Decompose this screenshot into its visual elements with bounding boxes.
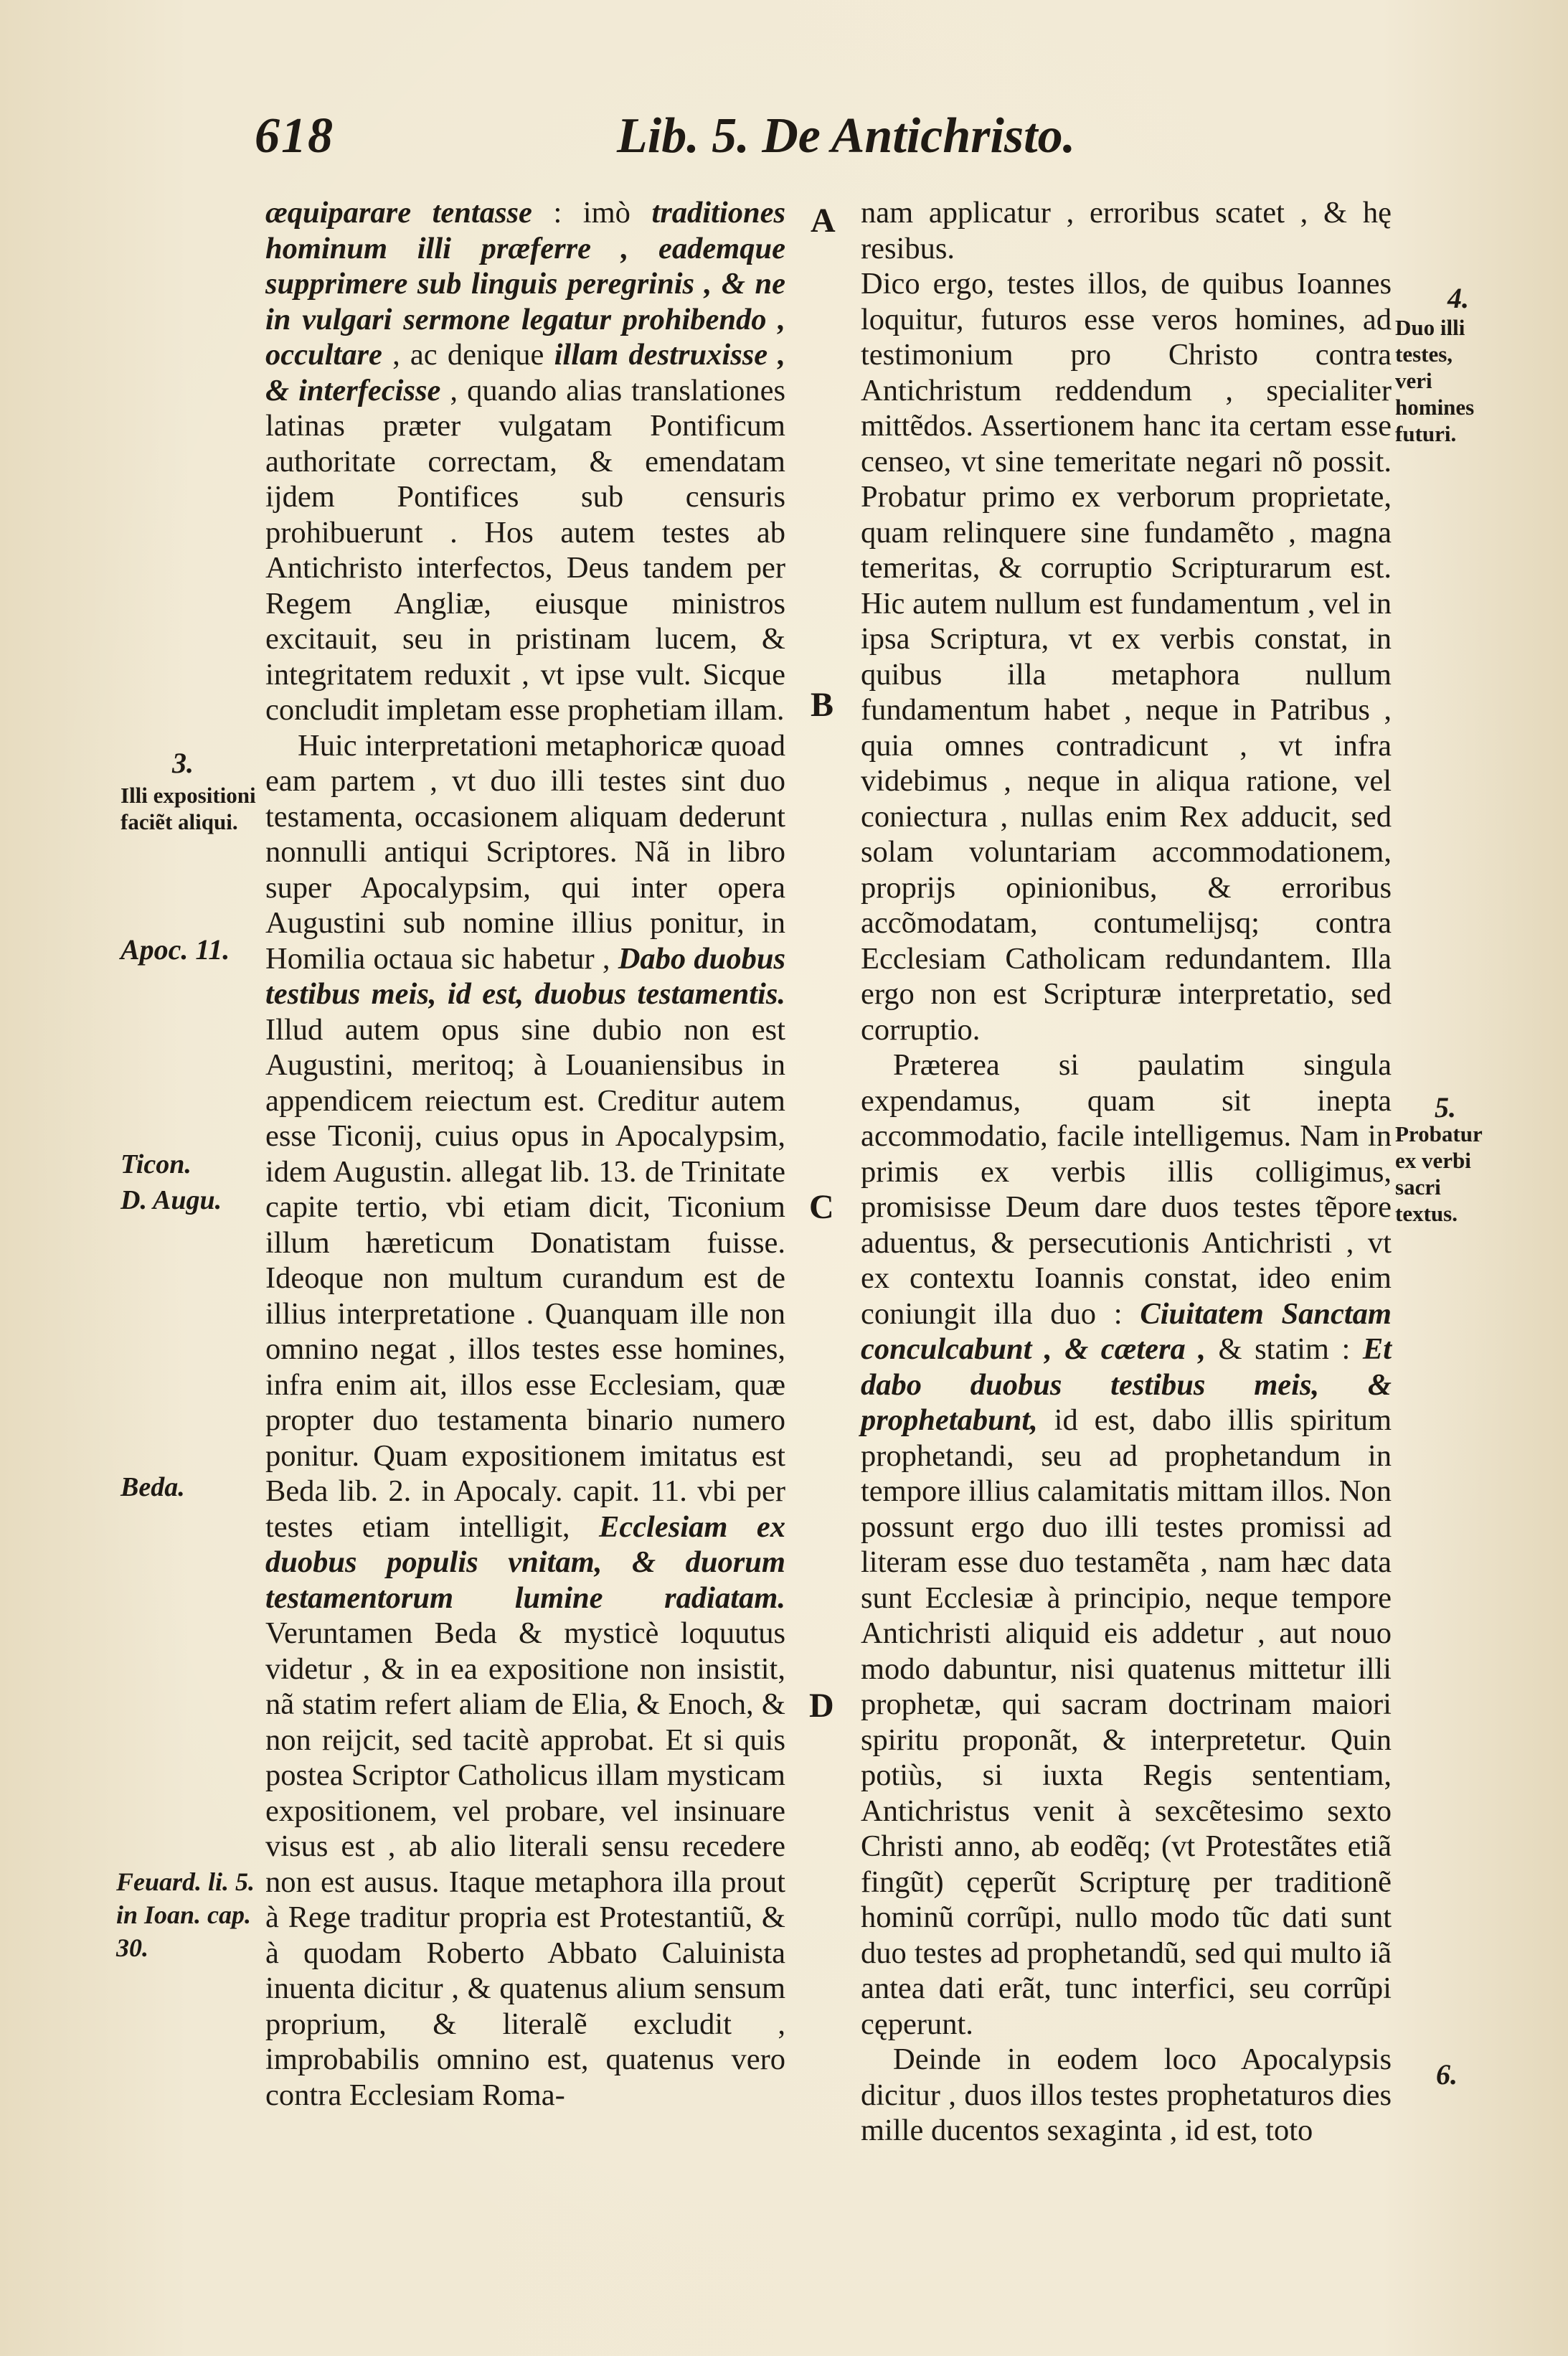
italic-quotation: traditiones hominum illi præferre , eademque supprimere sub linguis peregrinis , & ne in vulgari sermone legatur prohibendo , occultare [265,196,785,372]
margin-note-duo-illi: Duo illi testes, veri homines futuri. [1395,315,1475,446]
italic-quotation: Ecclesiam ex duobus populis vnitam, & duorum testamentorum lumine radiatam. [265,1509,786,1615]
margin-number-5: 5. [1435,1091,1456,1123]
italic-quotation: Et dabo duobus testibus meis, & prophetabunt, [861,1332,1392,1437]
text-run: nam applicatur , erroribus scatet , & hę resibus. [861,196,1392,265]
margin-note-feuard: Feuard. li. 5. in Ioan. cap. 30. [116,1867,255,1962]
italic-quotation: illam destruxisse , & interfecisse [265,338,785,407]
section-letter-d: D [809,1687,834,1725]
margin-note-ticon: Ticon. [121,1149,192,1179]
section-letter-a: A [811,202,836,240]
text-run: & statim : [1205,1332,1363,1366]
text-run: Illud autem opus sine dubio non est Augustini, meritoq; à Louaniensibus in appendicem reiectum est. Creditur autem esse Ticonij, cuius opus in Apocalypsim, idem Augustin. allegat lib. 13. de Trinitate capite tertio, vbi etiam dicit, Ticonium illum hæreticum Donatistam fuisse. Ideoque non multum curandum est de illius interpretatione . Quanquam ille non omnino negat , illos testes esse homines, infra enim ait, illos esse Ecclesiam, quæ propter duo testamenta binario numero ponitur. Quam expositionem imitatus est Beda lib. 2. in Apocaly. capit. 11. vbi per testes etiam intelligit, [265,1012,785,1544]
italic-quotation: Dabo duobus testibus meis, id est, duobus testamentis. [265,941,785,1011]
margin-number-4: 4. [1447,282,1469,314]
left-text-column [265,195,785,2113]
margin-number-6: 6. [1436,2058,1458,2091]
text-run: Dico ergo, testes illos, de quibus Ioannes loquitur, futuros esse veros homines, ad testimonium pro Christo contra Antichristum reddendum , specialiter mittẽdos. Assertionem hanc ita certam esse censeo, vt sine temeritate negari nõ possit. Probatur primo ex verborum proprietate, quam relinquere sine fundamẽto , magna temeritas, & corruptio Scripturarum est. Hic autem nullum est fundamentum , vel in ipsa Scriptura, vt ex verbis constat, in quibus illa metaphora nullum fundamentum habet , neque in Patribus , quia omnes contradicunt , vt infra videbimus , neque in aliqua ratione, vel coniectura , nullas enim Rex adducit, sed solam voluntariam accommodationem, proprijs opinionibus, & erroribus accõmodatam, contumelijsq; contra Ecclesiam Catholicam redundantem. Illa ergo non est Scripturæ interpretatio, sed corruptio. [861,267,1392,1047]
margin-note-beda: Beda. [121,1472,185,1502]
paragraph [861,2042,1392,2149]
italic-quotation: Ciuitatem Sanctam conculcabunt , & cætera , [861,1296,1392,1366]
page-number: 618 [255,108,334,164]
text-run: Huic interpretationi metaphoricæ quoad eam partem , vt duo illi testes sint duo testamenta, occasionem aliquam dederunt nonnulli antiqui Scriptores. Nã in libro super Apocalypsim, qui inter opera Augustini sub nomine illius ponitur, in Homilia octaua sic habetur , [265,728,785,976]
text-run: Præterea si paulatim singula expendamus, quam sit inepta accommodatio, facile intelligemus. Nam in primis ex verbis illis colligimus, promisisse Deum dare duos testes tẽpore aduentus, & persecutionis Antichristi , vt ex contextu Ioannis constat, ideo enim coniungit illa duo : [861,1048,1392,1331]
margin-number-3: 3. [172,747,194,779]
paragraph [265,195,785,728]
paragraph [265,728,785,2114]
text-run: Deinde in eodem loco Apocalypsis dicitur , duos illos testes prophetaturos dies mille ducentos sexaginta , id est, toto [861,2042,1392,2147]
margin-note-probatur: Probatur ex verbi sacri textus. [1395,1121,1483,1226]
text-run: id est, dabo illis spiritum prophetandi, seu ad prophetandum in tempore illius calamitatis mittam illos. Non possunt ergo duo illi testes promissi ad literam esse duo testamẽta , nam hæc data sunt Ecclesiæ à principio, neque tempore Antichristi aliquid eis addetur , aut nouo modo dabuntur, nisi quatenus mittetur illi prophetæ, qui sacram doctrinam maiori spiritu proponãt, & interpretetur. Quin potiùs, si iuxta Regis sententiam, Antichristus venit à sexcẽtesimo sexto Christi anno, ab eodẽq; (vt Protestãtes etiã fingũt) cęperũt Scripturę per traditionẽ hominũ corrũpi, nullo modo tũc dati sunt duo testes ad prophetandũ, sed qui multo iã antea dati erãt, tunc interfici, seu corrũpi cęperunt. [861,1403,1392,2041]
section-letter-b: B [811,686,834,724]
text-run: Veruntamen Beda & mysticè loquutus videtur , & in ea expositione non insistit, nã statim refert aliam de Elia, & Enoch, & non reijcit, sed tacitè approbat. Et si quis postea Scriptor Catholicus illam mysticam expositionem, vel probare, vel insinuare visus est , ab alio literali sensu recedere non est ausus. Itaque metaphora illa prout à Rege traditur propria est Protestantiũ, & à quodam Roberto Abbato Caluinista inuenta dicitur , & quatenus alium sensum proprium, & literalẽ excludit , improbabilis omnino est, quatenus vero contra Ecclesiam Roma- [265,1616,785,2112]
margin-note-d-augu: D. Augu. [121,1185,222,1215]
paragraph [861,1047,1392,2042]
paragraph [861,195,1392,266]
running-title: Lib. 5. De Antichristo. [617,108,1076,164]
paragraph [861,266,1392,1047]
text-run: : imò [532,196,652,230]
italic-quotation: æquiparare tentasse [265,196,532,230]
text-run: , quando alias translationes latinas præter vulgatam Pontificum authoritate correctam, & emendatam ijdem Pontifices sub censuris prohibuerunt . Hos autem testes ab Antichristo interfectos, Deus tandem per Regem Angliæ, eiusque ministros excitauit, seu in pristinam lucem, & integritatem reduxit , vt ipse vult. Sicque concludit impletam esse prophetiam illam. [265,373,785,727]
margin-note-apoc: Apoc. 11. [121,933,230,966]
text-run: , ac denique [382,338,554,372]
right-text-column [861,195,1392,2149]
section-letter-c: C [809,1188,834,1226]
margin-note-illi-expositioni: Illi expositioni faciẽt aliqui. [121,783,256,834]
